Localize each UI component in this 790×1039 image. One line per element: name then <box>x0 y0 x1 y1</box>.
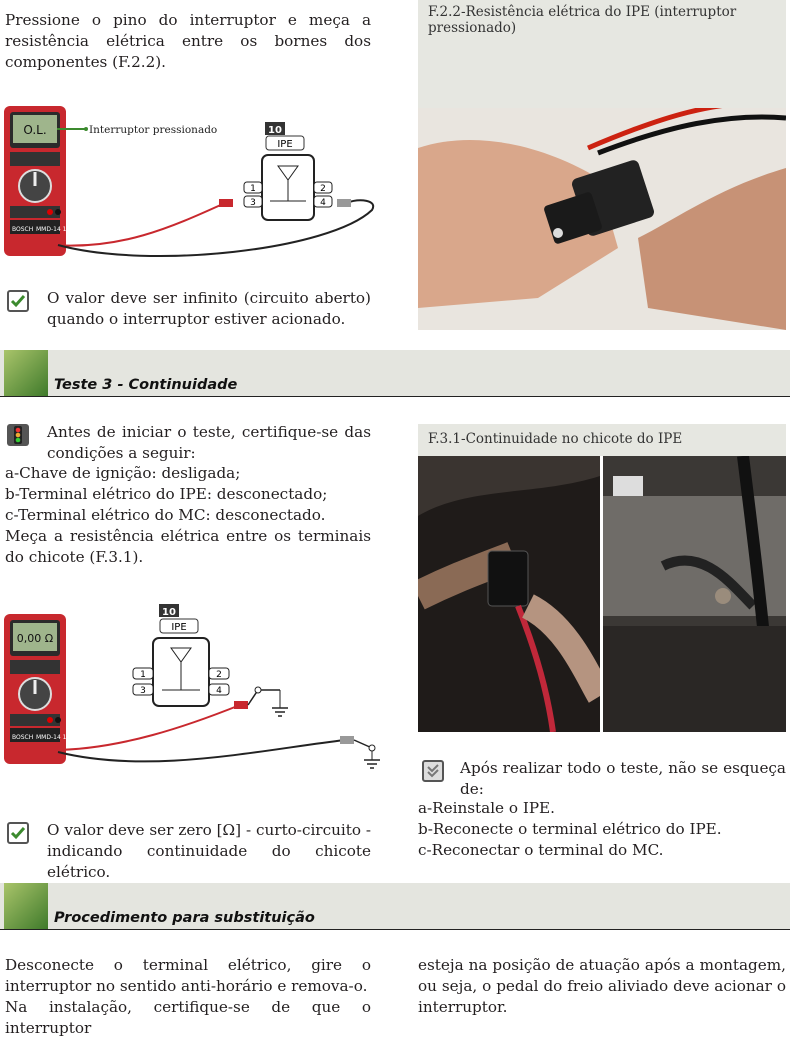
section-header-procedimento <box>0 883 790 930</box>
meter-brand: BOSCH <box>12 226 34 233</box>
meter-model: MMD-14 1 <box>36 226 67 233</box>
multimeter-diagram-continuity <box>0 600 390 780</box>
after-test-intro: Após realizar todo o teste, não se esqueça de: <box>460 759 786 798</box>
meter-brand: BOSCH <box>12 734 34 741</box>
figure-caption-f31: F.3.1-Continuidade no chicote do IPE <box>418 424 786 456</box>
svg-text:3: 3 <box>250 198 256 208</box>
photo-harness-connector <box>418 456 600 732</box>
meter-callout: Interruptor pressionado <box>89 124 218 136</box>
section-title: Teste 3 - Continuidade <box>54 377 238 393</box>
conditions-list <box>5 463 375 568</box>
check-icon <box>7 822 29 844</box>
svg-text:10: 10 <box>268 125 282 136</box>
after-steps-list <box>418 798 788 861</box>
photo-switch-pressed <box>418 108 786 330</box>
svg-text:1: 1 <box>140 670 146 680</box>
meter-model: MMD-14 1 <box>36 734 67 741</box>
meter-display-value: 0,00 Ω <box>16 632 54 645</box>
svg-text:4: 4 <box>320 198 326 208</box>
svg-text:1: 1 <box>250 184 256 194</box>
multimeter-diagram <box>0 100 380 270</box>
check-icon <box>7 290 29 312</box>
svg-text:10: 10 <box>162 607 176 618</box>
section-accent-square <box>4 883 48 929</box>
svg-text:2: 2 <box>320 184 326 194</box>
svg-text:IPE: IPE <box>171 622 187 633</box>
condition-item: b-Terminal elétrico do IPE: desconectado; <box>5 485 328 503</box>
result-text-continuity: O valor deve ser zero [Ω] - curto-circuito - indicando continuidade do chicote elétrico. <box>47 821 371 881</box>
after-step-item: a-Reinstale o IPE. <box>418 799 555 817</box>
section-title: Procedimento para substituição <box>54 910 315 926</box>
replacement-text-left-2: Na instalação, certifique-se de que o interruptor <box>5 998 371 1037</box>
condition-item: a-Chave de ignição: desligada; <box>5 464 241 482</box>
traffic-light-icon <box>7 424 29 446</box>
intro-text: Pressione o pino do interruptor e meça a resistência elétrica entre os bornes dos componentes (F.2.2). <box>5 11 371 71</box>
checklist-icon <box>422 760 444 782</box>
section-accent-square <box>4 350 48 396</box>
svg-text:3: 3 <box>140 686 146 696</box>
measure-text: Meça a resistência elétrica entre os terminais do chicote (F.3.1). <box>5 527 371 566</box>
section-header-teste-3 <box>0 350 790 397</box>
svg-text:2: 2 <box>216 670 222 680</box>
figure-caption-f22: F.2.2-Resistência elétrica do IPE (interruptor pressionado) <box>418 0 786 108</box>
after-step-item: b-Reconecte o terminal elétrico do IPE. <box>418 820 722 838</box>
after-step-item: c-Reconectar o terminal do MC. <box>418 841 664 859</box>
svg-text:4: 4 <box>216 686 222 696</box>
svg-text:IPE: IPE <box>277 139 293 150</box>
result-text-open-circuit: O valor deve ser infinito (circuito aberto) quando o interruptor estiver acionado. <box>47 289 371 328</box>
replacement-left-column <box>5 955 371 1039</box>
replacement-text-right: esteja na posição de atuação após a montagem, ou seja, o pedal do freio aliviado deve acionar o interruptor. <box>418 956 786 1016</box>
photo-battery-ground <box>603 456 786 732</box>
precondition-intro: Antes de iniciar o teste, certifique-se das condições a seguir: <box>47 423 371 462</box>
meter-display-value: O.L. <box>23 123 47 137</box>
replacement-text-left: Desconecte o terminal elétrico, gire o interruptor no sentido anti-horário e remova-o. <box>5 956 371 995</box>
condition-item: c-Terminal elétrico do MC: desconectado. <box>5 506 326 524</box>
